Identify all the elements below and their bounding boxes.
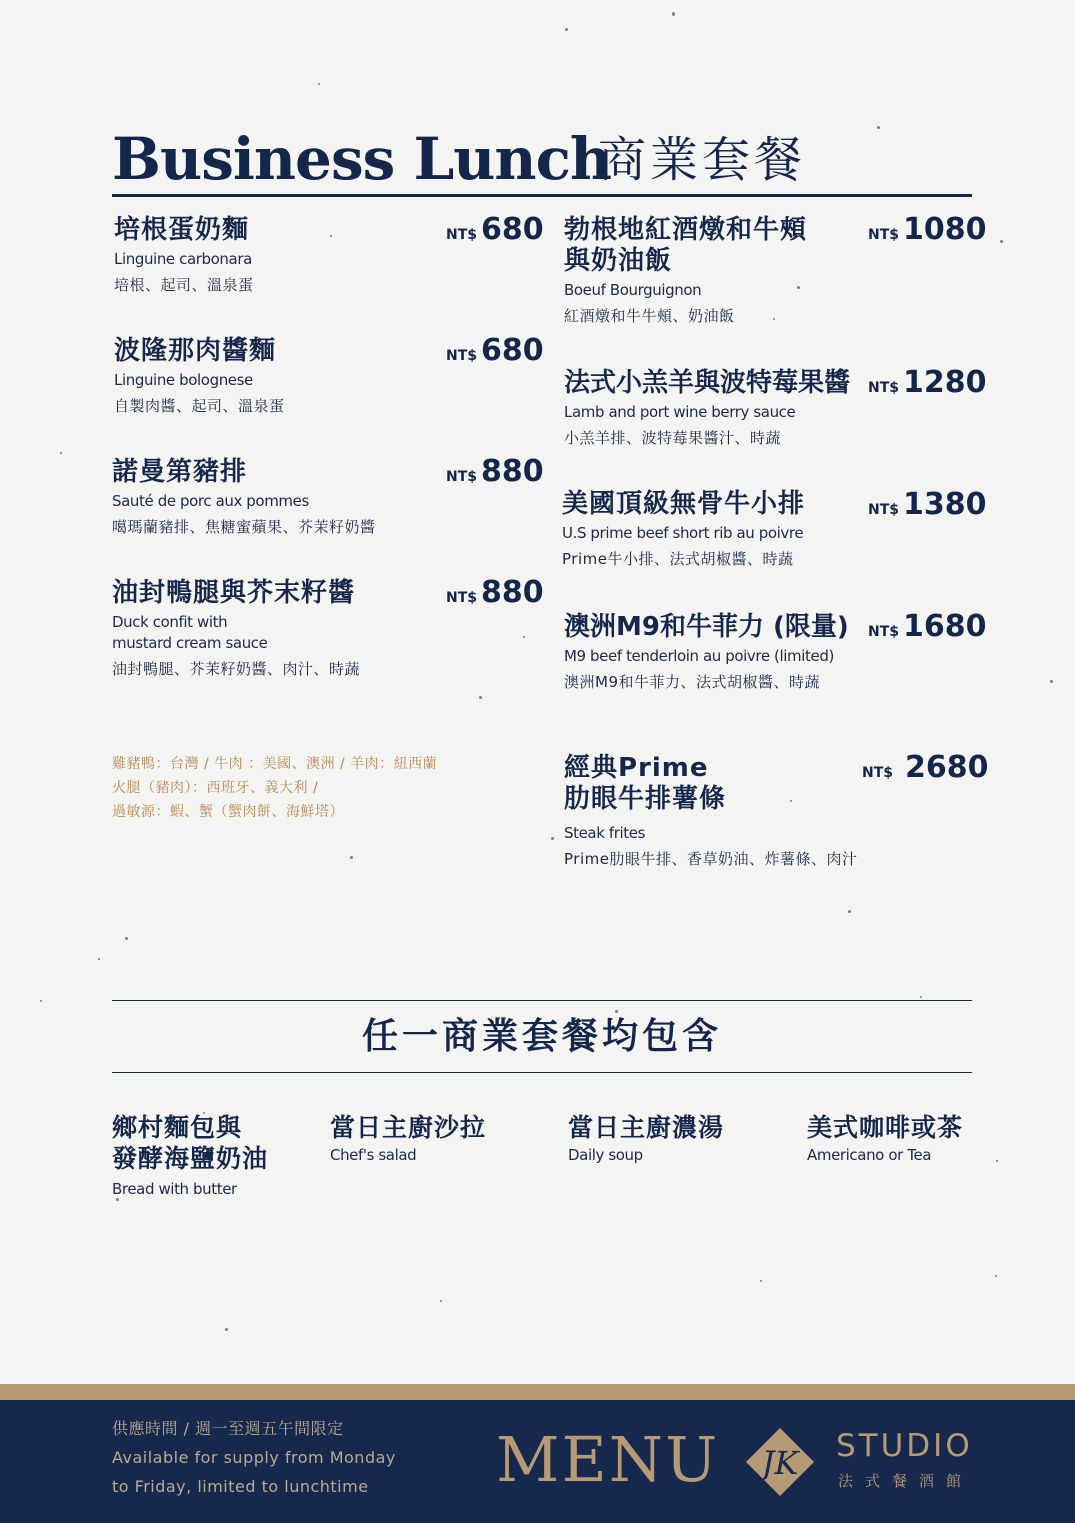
dish-name: 澳洲M9和牛菲力 (限量) <box>564 612 849 642</box>
service-hours-chinese: 供應時間 / 週一至週五午間限定 <box>112 1419 344 1438</box>
currency-label: NT$ <box>868 502 900 518</box>
menu-item <box>564 612 864 693</box>
dish-description: 培根、起司、溫泉蛋 <box>114 276 254 294</box>
included-item-english: Chef's salad <box>330 1146 417 1164</box>
currency-label: NT$ <box>868 227 900 243</box>
dish-name-line2: 肋眼牛排薯條 <box>564 784 727 814</box>
footer <box>0 1400 1075 1523</box>
service-hours <box>112 1414 396 1501</box>
included-item <box>807 1112 963 1166</box>
included-item-name: 當日主廚濃湯 <box>568 1113 725 1142</box>
menu-item <box>114 215 444 296</box>
dish-name: 勃根地紅酒燉和牛頰 <box>564 215 808 245</box>
currency-label: NT$ <box>868 380 900 396</box>
menu-item <box>562 489 862 570</box>
dish-description: 小羔羊排、波特莓果醬汁、時蔬 <box>564 429 782 447</box>
service-hours-english-line2: to Friday, limited to lunchtime <box>112 1477 369 1496</box>
dish-price: NT$ 1680 <box>868 609 987 644</box>
menu-wordmark: MENU <box>496 1423 720 1496</box>
dish-english-name: Sauté de porc aux pommes <box>112 492 309 510</box>
currency-label: NT$ <box>446 348 478 364</box>
menu-item <box>564 753 894 870</box>
included-item-english: Bread with butter <box>112 1180 237 1198</box>
includes-title: 任一商業套餐均包含 <box>361 1016 722 1057</box>
dish-price: NT$ 1080 <box>868 212 987 247</box>
footer-gold-band <box>0 1384 1075 1400</box>
included-item <box>112 1112 268 1200</box>
currency-label: NT$ <box>446 590 478 606</box>
dish-description: Prime牛小排、法式胡椒醬、時蔬 <box>562 550 794 568</box>
menu-item <box>114 336 444 417</box>
includes-divider-bottom <box>112 1072 972 1073</box>
page-title: Business Lunch <box>112 125 612 193</box>
currency-label: NT$ <box>868 624 900 640</box>
dish-english-name: Duck confit with <box>112 613 228 631</box>
menu-header <box>112 122 972 196</box>
header-divider <box>112 194 972 197</box>
included-item-english: Daily soup <box>568 1146 643 1164</box>
currency-label: NT$ <box>862 765 894 781</box>
dish-description: 噶瑪蘭豬排、焦糖蜜蘋果、芥茉籽奶醬 <box>112 518 376 536</box>
menu-item <box>112 578 442 680</box>
included-item-name: 美式咖啡或茶 <box>807 1113 964 1142</box>
dish-name: 油封鴨腿與芥末籽醬 <box>112 578 356 608</box>
dish-name-line2: 與奶油飯 <box>564 246 673 276</box>
included-item <box>330 1112 486 1166</box>
dish-description: 澳洲M9和牛菲力、法式胡椒醬、時蔬 <box>564 673 820 691</box>
dish-price: NT$ 680 <box>446 333 544 368</box>
dish-english-name: Steak frites <box>564 824 646 842</box>
includes-divider-top <box>112 1000 972 1001</box>
dish-english-name-line2: mustard cream sauce <box>112 634 268 652</box>
menu-item <box>112 457 442 538</box>
page-title-chinese: 商業套餐 <box>598 132 807 188</box>
currency-label: NT$ <box>446 227 478 243</box>
dish-english-name: Boeuf Bourguignon <box>564 281 702 299</box>
dish-description: 自製肉醬、起司、溫泉蛋 <box>114 397 285 415</box>
dish-name: 波隆那肉醬麵 <box>114 336 277 366</box>
jk-logo-icon <box>744 1426 816 1498</box>
logo-letters: JK <box>761 1444 799 1482</box>
dish-description: 油封鴨腿、芥茉籽奶醬、肉汁、時蔬 <box>112 660 361 678</box>
service-hours-english: Available for supply from Monday <box>112 1448 396 1467</box>
dish-english-name: U.S prime beef short rib au poivre <box>562 524 804 542</box>
dish-description: 紅酒燉和牛牛頰、奶油飯 <box>564 307 735 325</box>
studio-name: STUDIO <box>836 1428 973 1464</box>
origin-allergen-note: 雞豬鴨：台灣 / 牛肉 ：美國、澳洲 / 羊肉：紐西蘭 火腿（豬肉）：西班牙、義大利 / 過敏源：蝦、蟹（蟹肉餅、海鮮塔） <box>112 756 438 820</box>
menu-item <box>564 215 864 327</box>
studio-name-chinese: 法式餐酒館 <box>838 1472 974 1490</box>
dish-price: NT$ 880 <box>446 454 544 489</box>
included-item-english: Americano or Tea <box>807 1146 932 1164</box>
dish-english-name: Linguine bolognese <box>114 371 253 389</box>
included-item-name: 鄉村麵包與 <box>112 1113 243 1142</box>
menu-item <box>564 368 874 449</box>
dish-english-name: Lamb and port wine berry sauce <box>564 403 796 421</box>
dish-price: NT$ 1280 <box>868 365 987 400</box>
included-item-name: 當日主廚沙拉 <box>330 1113 487 1142</box>
dish-name: 培根蛋奶麵 <box>114 215 250 245</box>
included-item-name-line2: 發酵海鹽奶油 <box>112 1144 269 1173</box>
currency-label: NT$ <box>446 469 478 485</box>
dish-price: NT$ 680 <box>446 212 544 247</box>
dish-price: NT$ 2680 <box>862 750 989 785</box>
dish-english-name: Linguine carbonara <box>114 250 252 268</box>
dish-name: 諾曼第豬排 <box>112 457 248 487</box>
dish-english-name: M9 beef tenderloin au poivre (limited) <box>564 647 834 665</box>
dish-name: 法式小羔羊與波特莓果醬 <box>564 368 851 398</box>
included-item <box>568 1112 724 1166</box>
dish-description: Prime肋眼牛排、香草奶油、炸薯條、肉汁 <box>564 850 858 868</box>
dish-name: 經典Prime <box>564 753 709 783</box>
dish-name: 美國頂級無骨牛小排 <box>562 489 806 519</box>
dish-price: NT$ 1380 <box>868 487 987 522</box>
dish-price: NT$ 880 <box>446 575 544 610</box>
